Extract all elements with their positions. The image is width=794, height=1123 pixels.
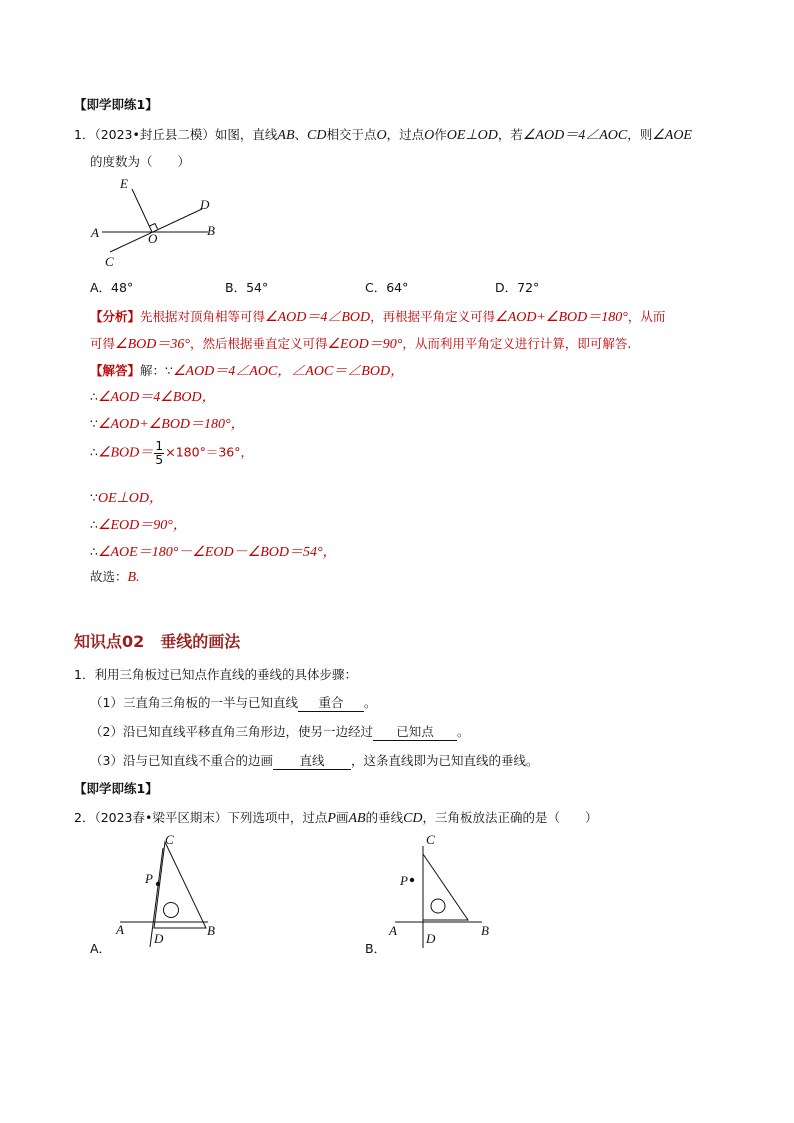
analysis-l1c: ，再根据平角定义可得 [370,309,496,324]
solution-l7-pre: ∴ [90,544,98,559]
solution-l1: ∠AOD＝4∠AOC，∠AOC＝∠BOD， [172,364,405,379]
solution-intro: 解：∵ [140,363,173,378]
solution-line-3 [90,413,245,433]
practice-label-2: 【即学即练1】 [74,781,158,796]
q1-text-a: 如图，直线 [214,127,278,142]
question-1-line-2: 的度数为（ ） [90,154,191,169]
q2-ab: AB [348,811,366,826]
analysis-l1d: ∠AOD+∠BOD＝180° [495,310,628,325]
analysis-l1e: ，从而 [627,309,666,324]
analysis-l2a: 可得 [90,336,116,351]
q2-number: 2． [74,810,95,825]
label-b: B [207,923,215,938]
label-o: O [148,231,158,246]
solution-tag: 【解答】 [90,363,141,378]
solution-l4a: ∠BOD＝ [97,445,154,461]
q2-figure-a[interactable] [85,828,235,958]
option-b-label: B． [365,941,387,956]
analysis-l2b: ∠BOD＝36° [115,337,190,352]
q1-sep: 、 [294,127,308,142]
fraction-numerator: 1 [155,438,164,453]
label-c: C [105,254,114,269]
q2-p: P [327,811,336,826]
solution-answer: B. [127,570,140,585]
solution-line-6 [90,514,187,534]
q1-condition: ∠AOD＝4∠AOC [522,128,628,143]
fraction-one-fifth [154,440,164,466]
solution-line-2 [90,386,216,406]
label-p: P [400,873,408,888]
analysis-l1b: ∠AOD＝4∠BOD [265,310,371,325]
option-c[interactable]: C．64° [365,280,409,295]
ray-oe [132,189,152,232]
q2-text-b: 画 [335,810,349,825]
option-a-label: A． [90,941,112,956]
step-1-text: （1）三直角三角板的一半与已知直线 [90,695,298,710]
point-p [156,882,160,886]
solution-line-4 [90,440,253,466]
q2-cd: CD [403,811,423,826]
section-title: 知识点02 垂线的画法 [74,632,241,651]
label-a: A [389,923,397,938]
solution-l4b: ×180°＝36°， [165,444,253,460]
label-a: A [91,225,99,240]
practice-label-1: 【即学即练1】 [74,97,158,112]
step-1-blank: 重合 [298,693,364,712]
solution-l5: OE⊥OD， [97,491,164,506]
q1-o: O [376,128,387,143]
label-d: D [426,931,436,946]
fraction-denominator: 5 [155,451,164,467]
solution-l8-pre: 故选： [90,569,128,584]
solution-l4-pre: ∴ [90,444,98,460]
analysis-l2c: ，然后根据垂直定义可得 [189,336,328,351]
analysis-l2e: ，从而利用平角定义进行计算，即可解答. [402,336,632,351]
steps-intro: 1．利用三角板过已知点作直线的垂线的具体步骤： [74,667,357,682]
q1-oe-od: OE⊥OD [446,128,498,143]
q1-text-c: ，过点 [386,127,425,142]
step-2 [90,722,469,741]
step-1 [90,693,376,712]
solution-l6-pre: ∴ [90,517,98,532]
triangle-ruler [423,854,468,920]
step-2-text: （2）沿已知直线平移直角三角形边，使另一边经过 [90,724,373,739]
question-number: 1． [74,127,95,142]
step-3 [90,751,538,770]
q1-figure [80,172,240,272]
solution-l2-pre: ∴ [90,389,98,404]
analysis-line-1 [90,306,665,326]
step-3-blank: 直线 [273,751,351,770]
question-1-line-1 [74,124,692,144]
q2-text-c: 的垂线 [365,810,404,825]
step-2-blank: 已知点 [373,722,457,741]
solution-l6: ∠EOD＝90°， [97,518,187,533]
option-d[interactable]: D．72° [495,280,540,295]
q2-text-d: ，三角板放法正确的是（ ） [422,810,598,825]
step-3-end: ，这条直线即为已知直线的垂线。 [350,753,539,768]
ruler-hole [164,903,179,918]
q1-cd: CD [307,128,327,143]
q1-text-f: ，则 [627,127,653,142]
solution-l5-pre: ∵ [90,490,98,505]
solution-line-1 [90,360,404,380]
q2-text-a: （2023春•梁平区期末）下列选项中，过点 [94,810,328,825]
label-e: E [120,176,128,191]
solution-l2: ∠AOD＝4∠BOD， [97,390,216,405]
label-d: D [200,197,210,212]
q1-o2: O [424,128,435,143]
q1-text-b: 相交于点 [326,127,377,142]
solution-l3: ∠AOD+∠BOD＝180°， [97,417,245,432]
label-b: B [207,223,215,238]
solution-line-7 [90,541,337,561]
step-1-end: 。 [363,695,377,710]
solution-l3-pre: ∵ [90,416,98,431]
step-2-end: 。 [456,724,470,739]
label-c: C [165,832,174,847]
solution-line-8 [90,567,140,586]
label-a: A [116,922,124,937]
analysis-l1a: 先根据对顶角相等可得 [140,309,266,324]
step-3-text: （3）沿与已知直线不重合的边画 [90,753,273,768]
analysis-tag: 【分析】 [90,309,141,324]
solution-l7: ∠AOE＝180°－∠EOD－∠BOD＝54°， [97,545,337,560]
label-p: P [145,871,153,886]
option-b[interactable]: B．54° [225,280,269,295]
q1-text-e: ，若 [497,127,523,142]
label-d: D [154,931,164,946]
label-c: C [426,832,435,847]
solution-line-5 [90,487,163,507]
q1-ab: AB [277,128,295,143]
q1-text-d: 作 [434,127,447,142]
q2-figure-b[interactable] [360,828,510,958]
analysis-l2d: ∠EOD＝90° [327,337,403,352]
ruler-hole [431,899,445,913]
option-a[interactable]: A．48° [90,280,134,295]
question-2-line-1 [74,808,598,827]
label-b: B [481,923,489,938]
analysis-line-2 [90,333,631,353]
point-p [410,878,414,882]
question-source: （2023•封丘县二模） [94,127,215,142]
q1-aoe: ∠AOE [652,128,692,143]
